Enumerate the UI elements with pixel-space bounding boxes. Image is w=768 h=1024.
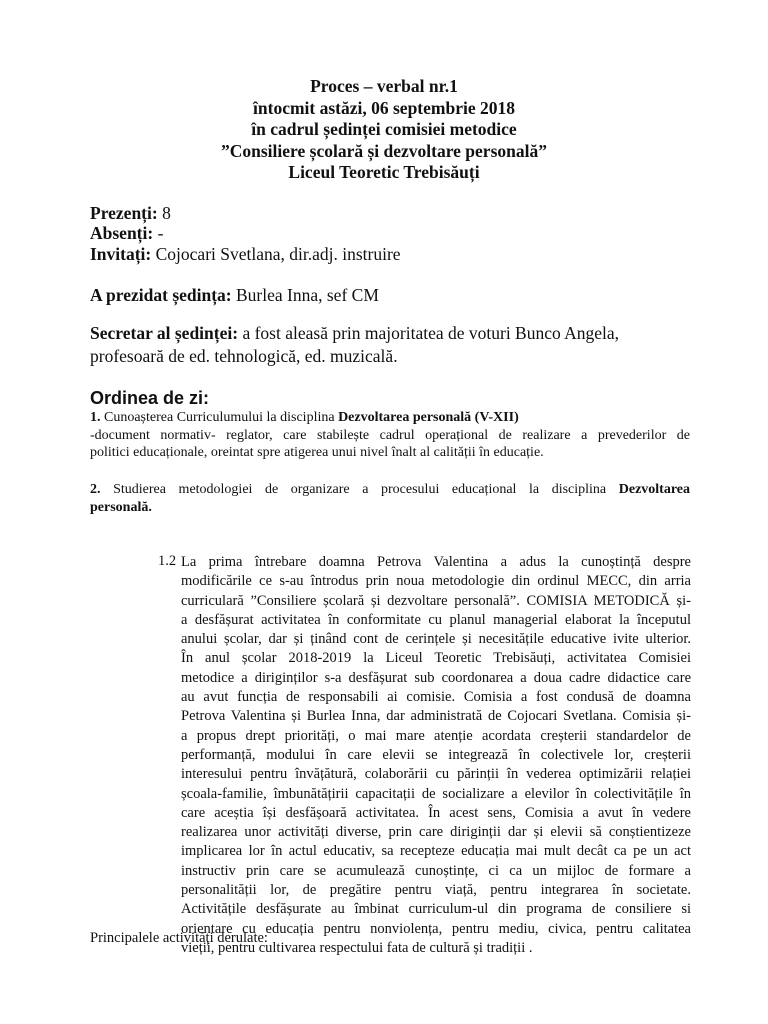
body-line: Activitățile desfășurate au îmbinat curriculum-ul din programa de consiliere si — [181, 901, 691, 918]
title-date-line: întocmit astăzi, 06 septembrie 2018 — [253, 97, 515, 118]
guests-value: Cojocari Svetlana, dir.adj. instruire — [155, 244, 401, 264]
guests-row — [90, 244, 401, 265]
present-row — [90, 203, 171, 224]
title-commission-line: ”Consiliere școlară și dezvoltare personală” — [221, 140, 547, 161]
title-school-line: Liceul Teoretic Trebisăuți — [288, 162, 480, 182]
secretary-line2: profesoară de ed. tehnologică, ed. muzicală. — [90, 346, 398, 366]
present-label: Prezenți: — [90, 203, 158, 223]
body-line: metodice a diriginților s-a desfășurat sub coordonarea a doua cadre didactice care — [181, 669, 691, 686]
title-meeting-line: în cadrul ședinței comisiei metodice — [251, 119, 517, 139]
body-line: anului școlar, dar și ținând cont de cerințele și necesitățile educative ivite ulterior. — [181, 631, 691, 648]
secretary-label: Secretar al ședinței: — [90, 323, 239, 343]
agenda-item-2-bold-2: personală. — [90, 499, 152, 515]
agenda-item-1-text: Cunoașterea Curriculumului la disciplina — [104, 410, 335, 425]
body-line: instructiv prin care se acumulează cunoștințe, ci ca un mijloc de formare a — [181, 862, 691, 879]
agenda-item-2-text: Studierea metodologiei de organizare a procesului educațional la disciplina — [113, 482, 607, 497]
chair-row — [90, 285, 379, 306]
body-line: personalității lor, de pregătire pentru viață, pentru integrarea în societate. — [181, 882, 691, 899]
body-line: interesului pentru învățătură, colaborării cu părinții în vederea optimizării relației — [181, 766, 691, 783]
body-line: implicarea lor în actul educativ, sa recepteze educația mai mult decât ca pe un act — [181, 843, 691, 860]
body-line: a propus drept priorități, o mai mare atenție acordata creșterii standardelor de — [181, 727, 691, 744]
body-line: realizarea unor activități diverse, prin care diriginții dar și elevii să conștientizeze — [181, 824, 691, 841]
section-body — [181, 553, 691, 958]
agenda-item-2-bold-1: Dezvoltarea — [618, 482, 691, 497]
secretary-block — [90, 322, 690, 368]
absent-value: - — [157, 223, 164, 243]
agenda-item-1-number: 1. — [90, 410, 101, 425]
agenda-heading: Ordinea de zi: — [90, 388, 210, 408]
chair-value: Burlea Inna, sef CM — [236, 285, 379, 305]
agenda-item-2 — [90, 481, 690, 516]
title-line: Proces – verbal nr.1 — [310, 76, 458, 96]
present-value: 8 — [162, 203, 171, 223]
agenda-item-2-number: 2. — [90, 482, 101, 497]
document-title-block — [0, 76, 768, 184]
body-line: școala-familie, îmbunătățirii capacitații de socializare a elevilor în colectivitățile în — [181, 785, 691, 802]
body-line: Petrova Valentina și Burlea Inna, dar administrată de Cojocari Svetlana. Comisia și- — [181, 708, 691, 725]
body-line: curriculară ”Consiliere școlară și dezvoltare personală”. COMISIA METODICĂ și- — [181, 592, 691, 609]
guests-label: Invitați: — [90, 244, 152, 264]
body-line: La prima întrebare doamna Petrova Valentina a adus la cunoștință despre — [181, 554, 691, 570]
chair-label: A prezidat ședința: — [90, 285, 232, 305]
absent-label: Absenți: — [90, 223, 154, 243]
secretary-line1: a fost aleasă prin majoritatea de voturi Bunco Angela, — [242, 323, 620, 343]
agenda-item-1-desc-line1: -document normativ- reglator, care stabilește cadrul operațional de realizare a prevederilor de — [90, 427, 690, 443]
agenda-item-1-bold: Dezvoltarea personală (V-XII) — [338, 410, 519, 425]
closing-line: Principalele activități derulate: — [90, 930, 268, 946]
body-line: vieții, pentru cultivarea respectului fata de cultură și tradiții . — [181, 939, 533, 956]
section-number: 1.2 — [158, 553, 177, 569]
body-line: au avut funcția de responsabili ai comisie. Comisia a fost condusă de doamna — [181, 689, 691, 706]
body-line: modificările ce s-au întrodus prin noua metodologie din ordinul MECC, din arria — [181, 573, 691, 590]
agenda-item-1-desc-line2: politici educaționale, oreintat spre atigerea unui nivel înalt al calității în educație. — [90, 445, 544, 460]
body-line: a desfășurat activitatea în conformitate cu planul managerial elaborat la începutul — [181, 611, 691, 628]
absent-row — [90, 223, 163, 244]
body-line: care aceștia își desfășoară activitatea. În acest sens, Comisia a avut în vedere — [181, 804, 691, 821]
body-line: În anul școlar 2018-2019 la Liceul Teoretic Trebisăuți, activitatea Comisiei — [181, 650, 691, 667]
body-line: performanță, modului în care elevii se integrează în colectivele lor, creșterii — [181, 746, 691, 763]
body-line: orientare cu educația pentru nonviolența, pentru mediu, civica, pentru calitatea — [181, 920, 691, 937]
agenda-item-1 — [90, 409, 690, 462]
